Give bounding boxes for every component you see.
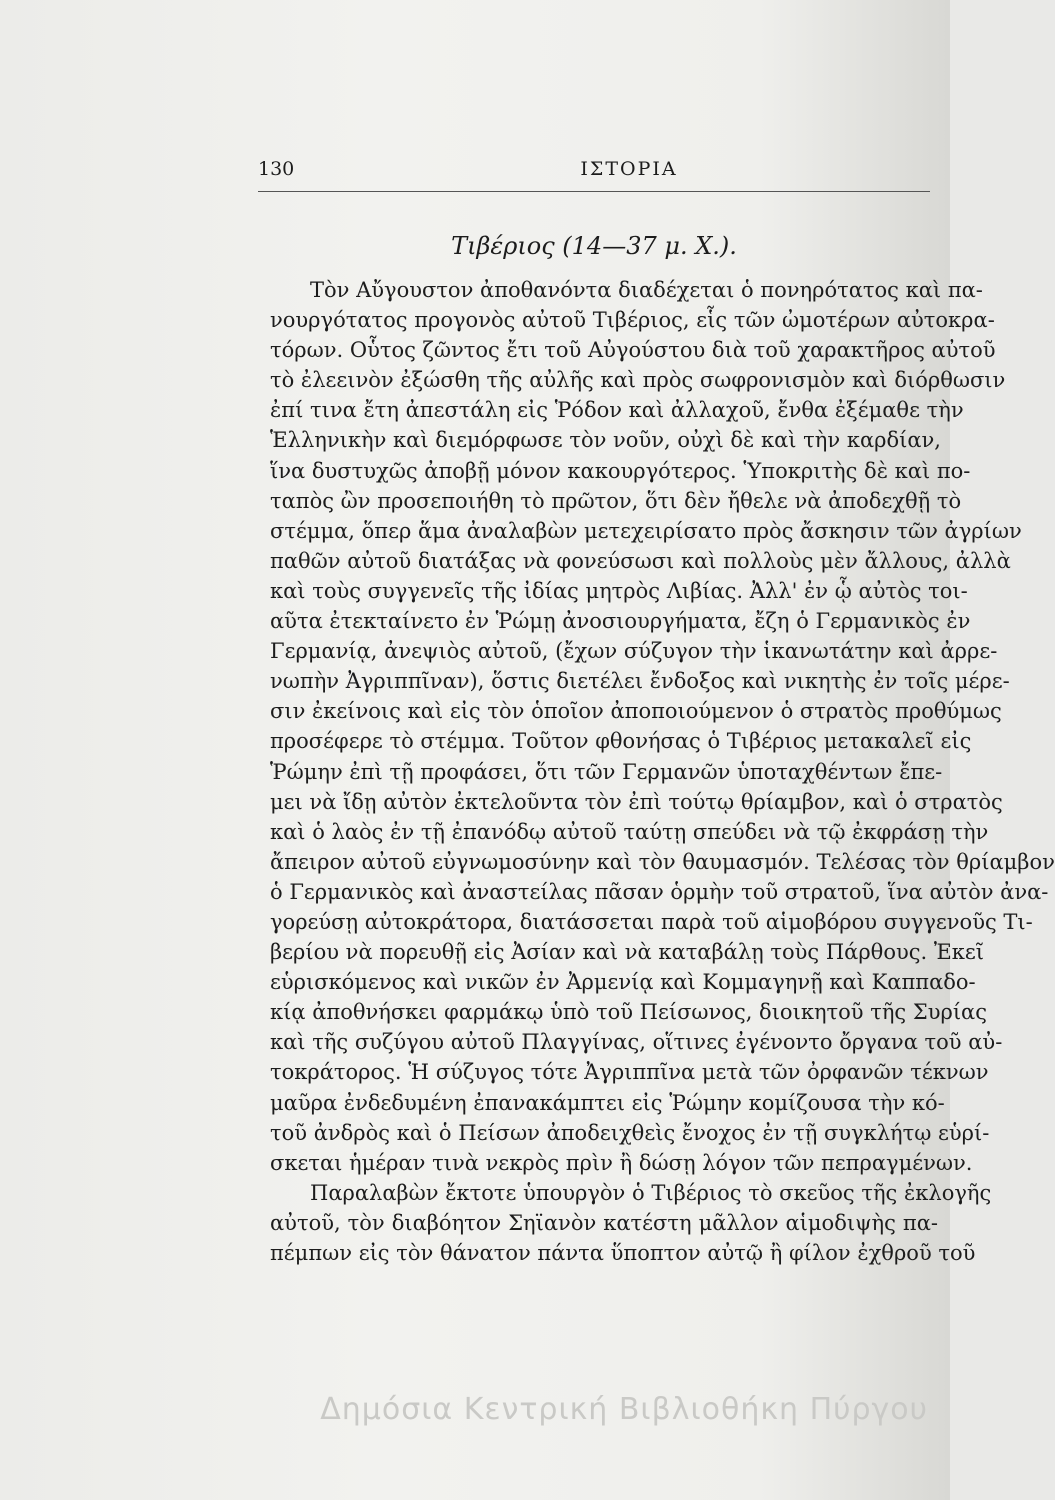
header-rule — [258, 188, 930, 192]
text-line: αὐτοῦ, τὸν διαβόητον Σηϊανὸν κατέστη μᾶλλον αἱμοδιψὴς πα- — [270, 1210, 938, 1235]
text-line: τόρων. Οὗτος ζῶντος ἔτι τοῦ Αὐγούστου διὰ τοῦ χαρακτῆρος αὐτοῦ — [270, 338, 996, 363]
text-line: Παραλαβὼν ἔκτοτε ὑπουργὸν ὁ Τιβέριος τὸ σκεῦος τῆς ἐκλογῆς — [310, 1180, 992, 1205]
text-line: μει νὰ ἴδῃ αὐτὸν ἐκτελοῦντα τὸν ἐπὶ τούτῳ θρίαμβον, καὶ ὁ στρατὸς — [270, 789, 1003, 814]
text-line: τοκράτορος. Ἡ σύζυγος τότε Ἀγριππῖνα μετὰ τῶν ὀρφανῶν τέκνων — [270, 1060, 989, 1085]
text-line: σκεται ἡμέραν τινὰ νεκρὸς πρὶν ἢ δώσῃ λόγον τῶν πεπραγμένων. — [270, 1150, 973, 1175]
text-line: νουργότατος προγονὸς αὐτοῦ Τιβέριος, εἷς τῶν ὠμοτέρων αὐτοκρα- — [270, 308, 995, 333]
text-line: Ῥώμην ἐπὶ τῇ προφάσει, ὅτι τῶν Γερμανῶν ὑποταχθέντων ἔπε- — [270, 759, 943, 784]
text-line: ἐπί τινα ἔτη ἀπεστάλη εἰς Ῥόδον καὶ ἀλλαχοῦ, ἔνθα ἐξέμαθε τὴν — [270, 398, 964, 423]
page-number: 130 — [258, 158, 295, 180]
section-title: Τιβέριος (14—37 μ. Χ.). — [451, 232, 737, 260]
text-line: εὑρισκόμενος καὶ νικῶν ἐν Ἀρμενίᾳ καὶ Κομμαγηνῇ καὶ Καππαδο- — [270, 970, 976, 995]
text-line: τοῦ ἀνδρὸς καὶ ὁ Πείσων ἀποδειχθεὶς ἔνοχος ἐν τῇ συγκλήτῳ εὑρί- — [270, 1120, 990, 1145]
text-line: Τὸν Αὔγουστον ἀποθανόντα διαδέχεται ὁ πονηρότατος καὶ πα- — [310, 278, 983, 302]
text-line: ἄπειρον αὐτοῦ εὐγνωμοσύνην καὶ τὸν θαυμασμόν. Τελέσας τὸν θρίαμβον — [270, 849, 1055, 874]
text-line: τὸ ἐλεεινὸν ἐξώσθη τῆς αὐλῆς καὶ πρὸς σωφρονισμὸν καὶ διόρθωσιν — [270, 368, 1006, 393]
text-line: κίᾳ ἀποθνήσκει φαρμάκῳ ὑπὸ τοῦ Πείσωνος, διοικητοῦ τῆς Συρίας — [270, 1000, 987, 1025]
text-line: νωπὴν Ἀγριππῖναν), ὅστις διετέλει ἔνδοξος καὶ νικητὴς ἐν τοῖς μέρε- — [270, 669, 1010, 694]
body-text — [270, 275, 1055, 1268]
text-line: αῦτα ἐτεκταίνετο ἐν Ῥώμῃ ἀνοσιουργήματα, ἔζη ὁ Γερμανικὸς ἐν — [270, 609, 971, 634]
text-line: σιν ἐκείνοις καὶ εἰς τὸν ὁποῖον ἀποποιούμενον ὁ στρατὸς προθύμως — [270, 699, 1002, 724]
library-watermark: Δημόσια Κεντρική Βιβλιοθήκη Πύργου — [320, 1392, 928, 1427]
text-line: Ἑλληνικὴν καὶ διεμόρφωσε τὸν νοῦν, οὐχὶ δὲ καὶ τὴν καρδίαν, — [270, 428, 941, 453]
page-header — [258, 158, 930, 184]
text-line: παθῶν αὐτοῦ διατάξας νὰ φονεύσωσι καὶ πολλοὺς μὲν ἄλλους, ἀλλὰ — [270, 548, 1011, 573]
text-line: ὁ Γερμανικὸς καὶ ἀναστείλας πᾶσαν ὁρμὴν τοῦ στρατοῦ, ἵνα αὐτὸν ἀνα- — [270, 879, 1049, 904]
text-line: στέμμα, ὅπερ ἅμα ἀναλαβὼν μετεχειρίσατο πρὸς ἄσκησιν τῶν ἀγρίων — [270, 518, 1022, 543]
text-line: προσέφερε τὸ στέμμα. Τοῦτον φθονήσας ὁ Τιβέριος μετακαλεῖ εἰς — [270, 729, 972, 754]
text-line: ἵνα δυστυχῶς ἀποβῇ μόνον κακουργότερος. Ὑποκριτὴς δὲ καὶ πο- — [270, 458, 971, 483]
text-line: καὶ τοὺς συγγενεῖς τῆς ἰδίας μητρὸς Λιβίας. Ἀλλ' ἐν ᾧ αὐτὸς τοι- — [270, 578, 968, 603]
text-line: Γερμανίᾳ, ἀνεψιὸς αὐτοῦ, (ἔχων σύζυγον τὴν ἱκανωτάτην καὶ ἀρρε- — [270, 639, 998, 664]
text-line: πέμπων εἰς τὸν θάνατον πάντα ὕποπτον αὐτῷ ἢ φίλον ἐχθροῦ τοῦ — [270, 1241, 976, 1265]
text-line: καὶ ὁ λαὸς ἐν τῇ ἐπανόδῳ αὐτοῦ ταύτῃ σπεύδει νὰ τῷ ἐκφράσῃ τὴν — [270, 819, 989, 844]
text-line: βερίου νὰ πορευθῇ εἰς Ἀσίαν καὶ νὰ καταβάλῃ τοὺς Πάρθους. Ἐκεῖ — [270, 940, 984, 965]
text-line: γορεύσῃ αὐτοκράτορα, διατάσσεται παρὰ τοῦ αἱμοβόρου συγγενοῦς Τι- — [270, 909, 1033, 934]
text-line: μαῦρα ἐνδεδυμένη ἐπανακάμπτει εἰς Ῥώμην κομίζουσα τὴν κό- — [270, 1090, 945, 1115]
running-title: ΙΣΤΟΡΙΑ — [580, 158, 678, 180]
text-line: καὶ τῆς συζύγου αὐτοῦ Πλαγγίνας, οἵτινες ἐγένοντο ὄργανα τοῦ αὐ- — [270, 1030, 1003, 1055]
text-line: ταπὸς ὢν προσεποιήθη τὸ πρῶτον, ὅτι δὲν ἤθελε νὰ ἀποδεχθῇ τὸ — [270, 488, 962, 513]
